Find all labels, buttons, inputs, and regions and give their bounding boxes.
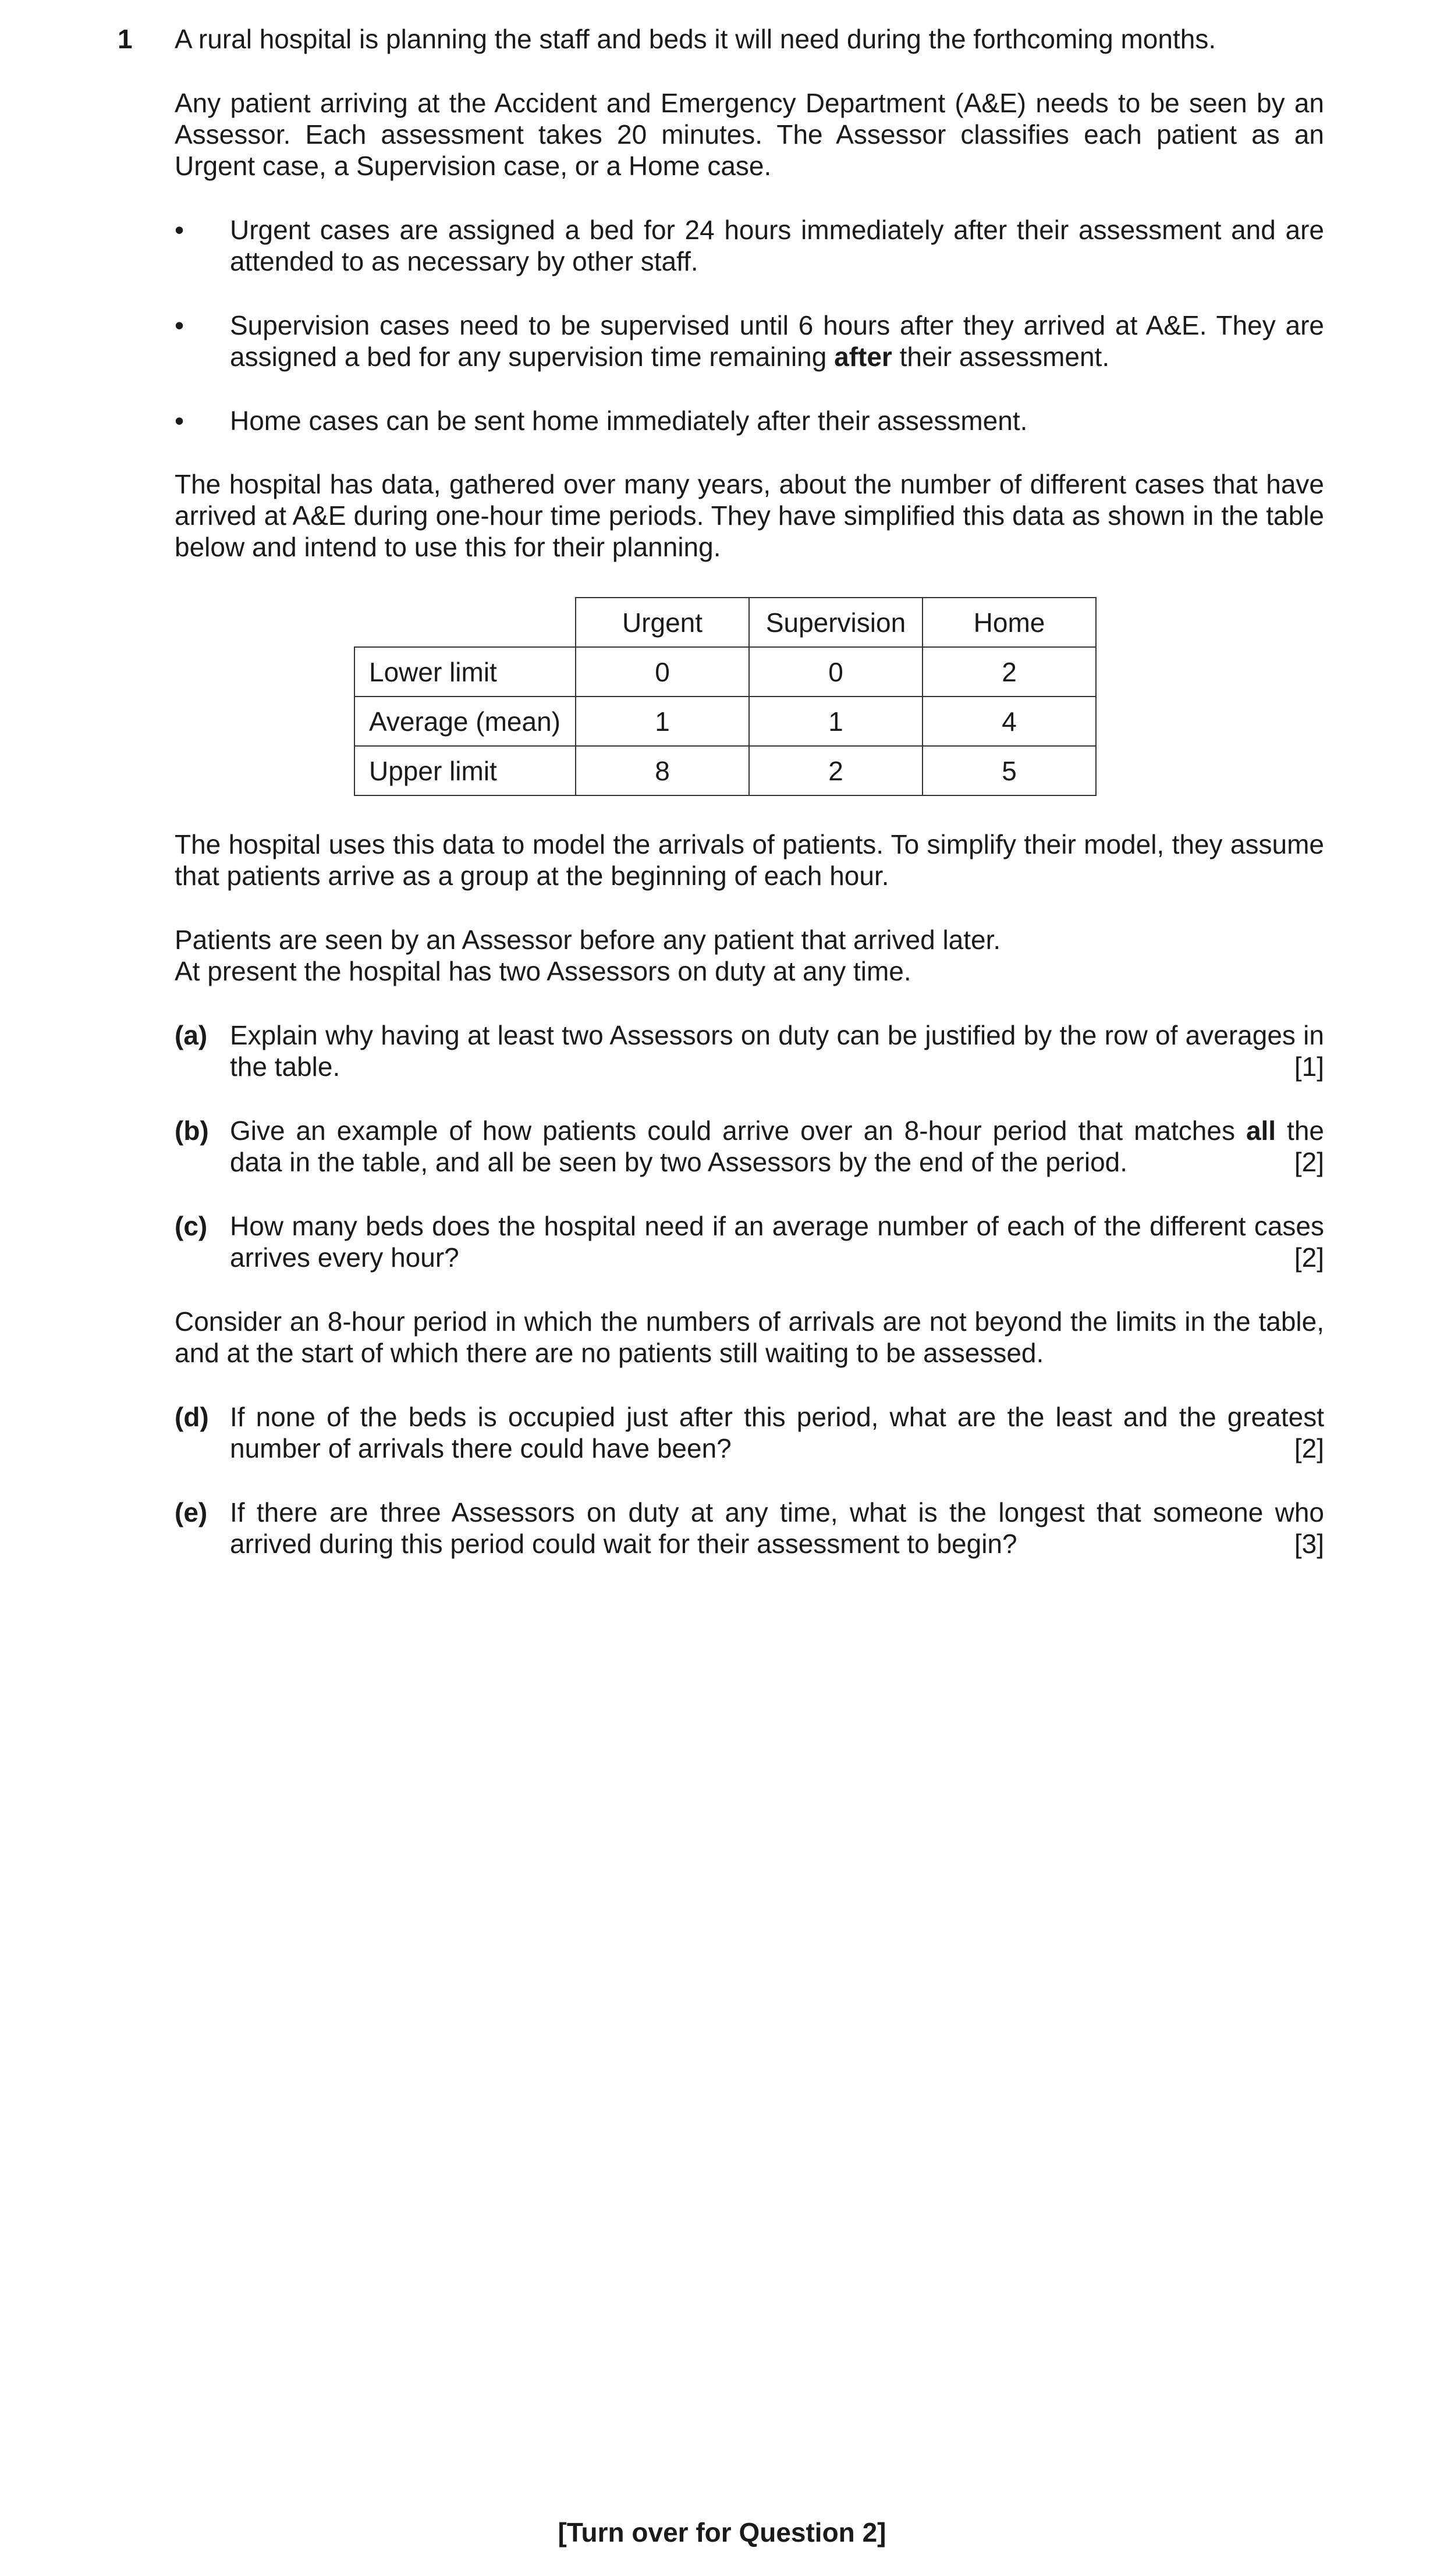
bullet-text: Supervision cases need to be supervised until 6 hours after they arrived at A&E. They are assigned a bed for any supervision time remaining after their assessment. [230,310,1324,372]
bullet-icon: • [175,215,185,245]
paragraph-assessment: Any patient arriving at the Accident and Emergency Department (A&E) needs to be seen by an Assessor. Each assessment takes 20 minutes. The Assessor classifies each patient as an Urgent case, a Supervision case, or a Home case. [175,88,1324,181]
table-corner [354,598,576,647]
part-label: (e) [175,1497,208,1527]
part-text: How many beds does the hospital need if an average number of each of the different cases arrives every hour? [230,1211,1324,1273]
bullet-icon: • [175,406,185,436]
table-row [354,697,1096,746]
bullet-text: Urgent cases are assigned a bed for 24 hours immediately after their assessment and are attended to as necessary by other staff. [230,215,1324,276]
emphasis-after: after [834,342,892,372]
bullet-text: Home cases can be sent home immediately after their assessment. [230,406,1028,436]
column-header: Supervision [749,598,923,647]
part-label: (d) [175,1402,209,1432]
question-intro: A rural hospital is planning the staff and beds it will need during the forthcoming months. [175,24,1216,54]
paragraph-data: The hospital has data, gathered over many years, about the number of different cases that have arrived at A&E during one-hour time periods. They have simplified this data as shown in the table below and intend to use this for their planning. [175,469,1324,562]
table-cell: 1 [749,697,923,746]
part-text: Give an example of how patients could arrive over an 8-hour period that matches all the data in the table, and all be seen by two Assessors by the end of the period. [230,1115,1324,1177]
table-cell: 4 [923,697,1096,746]
column-header: Home [923,598,1096,647]
row-header: Average (mean) [354,697,576,746]
paragraph-assessors: Patients are seen by an Assessor before any patient that arrived later. At present the hospital has two Assessors on duty at any time. [175,925,1001,986]
emphasis-all: all [1246,1115,1276,1146]
column-header: Urgent [576,598,749,647]
part-label: (a) [175,1020,208,1050]
arrivals-table [354,597,1097,796]
marks-label: [3] [1294,1529,1324,1559]
turn-over-footer: [Turn over for Question 2] [558,2517,886,2547]
table-header-row [354,598,1096,647]
question-number: 1 [118,24,133,54]
table-cell: 5 [923,746,1096,795]
table-cell: 2 [923,647,1096,697]
paragraph-model: The hospital uses this data to model the arrivals of patients. To simplify their model, they assume that patients arrive as a group at the beginning of each hour. [175,829,1324,891]
table-cell: 0 [576,647,749,697]
table-row [354,647,1096,697]
paragraph-period: Consider an 8-hour period in which the numbers of arrivals are not beyond the limits in the table, and at the start of which there are no patients still waiting to be assessed. [175,1306,1324,1368]
marks-label: [1] [1294,1051,1324,1082]
row-header: Upper limit [354,746,576,795]
part-text: Explain why having at least two Assessors on duty can be justified by the row of averages in the table. [230,1020,1324,1082]
table-cell: 1 [576,697,749,746]
part-text: If none of the beds is occupied just after this period, what are the least and the greatest number of arrivals there could have been? [230,1402,1324,1463]
part-label: (b) [175,1115,209,1146]
part-label: (c) [175,1211,208,1241]
marks-label: [2] [1294,1242,1324,1273]
table-cell: 8 [576,746,749,795]
table-cell: 0 [749,647,923,697]
marks-label: [2] [1294,1433,1324,1463]
bullet-icon: • [175,310,185,340]
marks-label: [2] [1294,1147,1324,1177]
table-row [354,746,1096,795]
row-header: Lower limit [354,647,576,697]
table-cell: 2 [749,746,923,795]
part-text: If there are three Assessors on duty at any time, what is the longest that someone who arrived during this period could wait for their assessment to begin? [230,1497,1324,1559]
